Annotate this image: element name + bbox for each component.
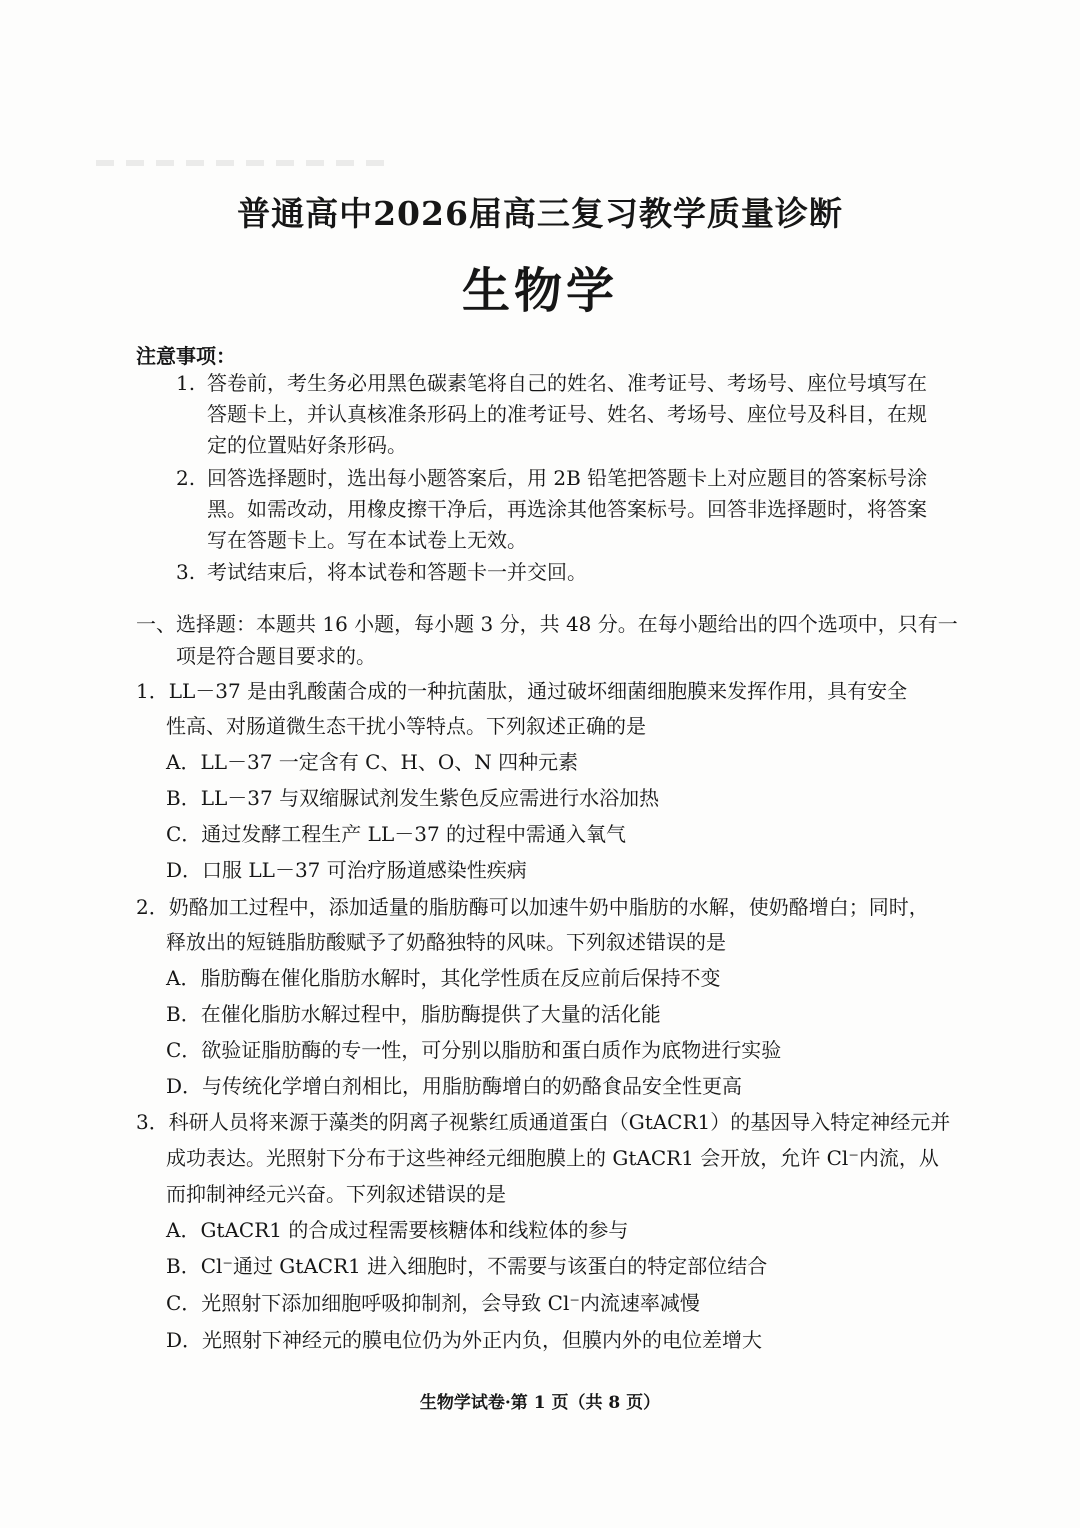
question-stem-line: 而抑制神经元兴奋。下列叙述错误的是: [166, 1182, 506, 1206]
question-option: D．与传统化学增白剂相比，用脂肪酶增白的奶酪食品安全性更高: [166, 1074, 743, 1098]
question-option: B．在催化脂肪水解过程中，脂肪酶提供了大量的活化能: [166, 1002, 661, 1026]
notice-heading: 注意事项：: [136, 344, 236, 368]
question-option: A．GtACR1 的合成过程需要核糖体和线粒体的参与: [166, 1218, 629, 1242]
question-option: C．欲验证脂肪酶的专一性，可分别以脂肪和蛋白质作为底物进行实验: [166, 1038, 782, 1062]
section-heading: 一、选择题：本题共 16 小题，每小题 3 分，共 48 分。在每小题给出的四个选项中，只有一: [136, 612, 958, 636]
question-stem-line: 2．奶酪加工过程中，添加适量的脂肪酶可以加速牛奶中脂肪的水解，使奶酪增白；同时，: [136, 895, 929, 919]
question-option: B．LL－37 与双缩脲试剂发生紫色反应需进行水浴加热: [166, 786, 660, 810]
subject-title: 生物学: [461, 263, 618, 319]
question-option: C．光照射下添加细胞呼吸抑制剂，会导致 Cl⁻内流速率减慢: [166, 1291, 700, 1315]
notice-item-line: 答卷前，考生务必用黑色碳素笔将自己的姓名、准考证号、考场号、座位号填写在: [207, 371, 927, 395]
notice-item-line: 黑。如需改动，用橡皮擦干净后，再选涂其他答案标号。回答非选择题时，将答案: [207, 497, 927, 521]
notice-item-line: 写在答题卡上。写在本试卷上无效。: [207, 528, 527, 552]
notice-item-number: 3.: [176, 560, 196, 584]
notice-item-line: 考试结束后，将本试卷和答题卡一并交回。: [207, 560, 587, 584]
question-stem-line: 3．科研人员将来源于藻类的阴离子视紫红质通道蛋白（GtACR1）的基因导入特定神经元并: [136, 1110, 951, 1134]
question-stem-line: 成功表达。光照射下分布于这些神经元细胞膜上的 GtACR1 会开放，允许 Cl⁻内流，从: [166, 1146, 939, 1170]
notice-item-number: 2.: [176, 466, 196, 490]
faint-header-line: [96, 160, 396, 166]
question-stem-line: 1．LL－37 是由乳酸菌合成的一种抗菌肽，通过破坏细菌细胞膜来发挥作用，具有安全: [136, 679, 908, 703]
notice-item-line: 答题卡上，并认真核准条形码上的准考证号、姓名、考场号、座位号及科目，在规: [207, 402, 927, 426]
question-stem-line: 释放出的短链脂肪酸赋予了奶酪独特的风味。下列叙述错误的是: [166, 930, 726, 954]
page-footer: 生物学试卷·第 1 页（共 8 页）: [419, 1393, 661, 1413]
notice-item-line: 回答选择题时，选出每小题答案后，用 2B 铅笔把答题卡上对应题目的答案标号涂: [207, 466, 928, 490]
question-option: D．口服 LL－37 可治疗肠道感染性疾病: [166, 858, 527, 882]
question-option: A．脂肪酶在催化脂肪水解时，其化学性质在反应前后保持不变: [166, 966, 721, 990]
question-option: B．Cl⁻通过 GtACR1 进入细胞时，不需要与该蛋白的特定部位结合: [166, 1254, 768, 1278]
question-stem-line: 性高、对肠道微生态干扰小等特点。下列叙述正确的是: [166, 714, 646, 738]
notice-item-number: 1.: [176, 371, 196, 395]
question-option: A．LL－37 一定含有 C、H、O、N 四种元素: [166, 750, 579, 774]
question-option: C．通过发酵工程生产 LL－37 的过程中需通入氧气: [166, 822, 627, 846]
question-option: D．光照射下神经元的膜电位仍为外正内负，但膜内外的电位差增大: [166, 1328, 763, 1352]
section-heading-continued: 项是符合题目要求的。: [176, 644, 376, 668]
notice-item-line: 定的位置贴好条形码。: [207, 433, 407, 457]
exam-title: 普通高中2026届高三复习教学质量诊断: [237, 194, 843, 233]
